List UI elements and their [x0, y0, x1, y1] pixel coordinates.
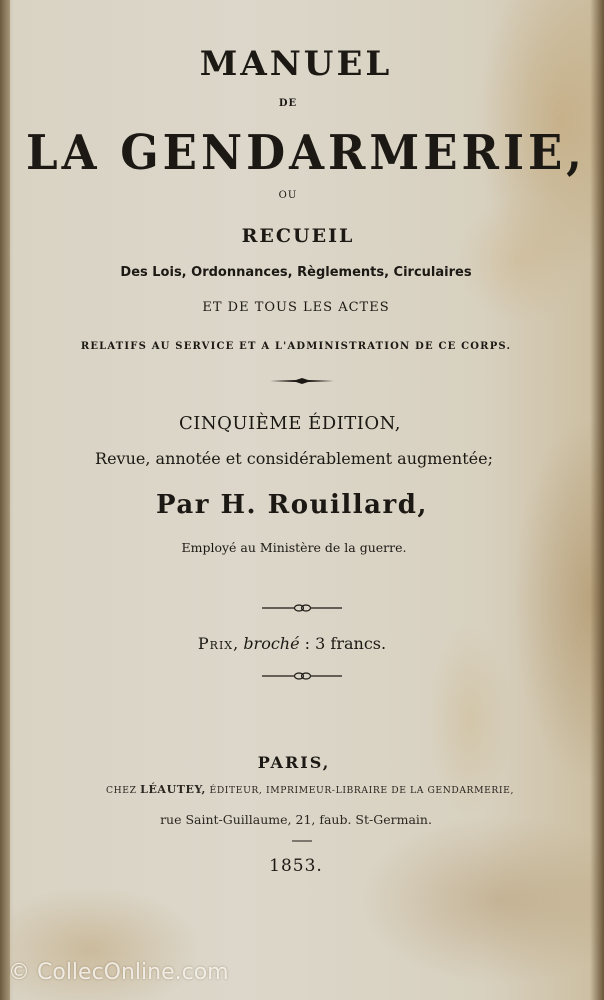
- subtitle-recueil: RECUEIL: [241, 225, 355, 247]
- rule-ornament: [0, 376, 604, 390]
- publisher-detail: ÉDITEUR, IMPRIMEUR-LIBRAIRE DE LA GENDARMERIE,: [209, 785, 514, 796]
- imprint-year: 1853.: [269, 856, 323, 876]
- edition-line: CINQUIÈME ÉDITION,: [179, 413, 401, 434]
- subtitle-lois: Des Lois, Ordonnances, Règlements, Circulaires: [120, 265, 472, 280]
- price-line: Prix, broché : 3 francs.: [197, 634, 387, 653]
- author-line: Par H. Rouillard,: [156, 490, 428, 520]
- loop-ornament: [0, 602, 604, 616]
- publisher-name: LÉAUTEY,: [140, 783, 206, 796]
- publisher-prefix: CHEZ: [106, 785, 137, 796]
- imprint-publisher: [8, 783, 604, 796]
- imprint-address: rue Saint-Guillaume, 21, faub. St-Germain.: [160, 812, 432, 827]
- loop-ornament: [0, 670, 604, 684]
- imprint-city: PARIS,: [257, 753, 331, 772]
- short-rule: [0, 838, 604, 852]
- title-ou: OU: [278, 190, 298, 201]
- title-de: DE: [278, 98, 298, 109]
- title-gendarmerie: LA GENDARMERIE,: [26, 124, 586, 181]
- subtitle-relatifs: RELATIFS AU SERVICE ET A L'ADMINISTRATION DE CE CORPS.: [80, 341, 512, 352]
- author-role: Employé au Ministère de la guerre.: [181, 540, 407, 555]
- title-manuel: MANUEL: [199, 44, 393, 84]
- watermark: © CollecOnline.com: [8, 960, 229, 985]
- price-binding: broché: [243, 634, 300, 653]
- price-label: Prix: [197, 634, 234, 653]
- subtitle-actes: ET DE TOUS LES ACTES: [202, 300, 390, 315]
- price-value: 3 francs.: [315, 634, 387, 653]
- revision-line: Revue, annotée et considérablement augmentée;: [95, 449, 493, 468]
